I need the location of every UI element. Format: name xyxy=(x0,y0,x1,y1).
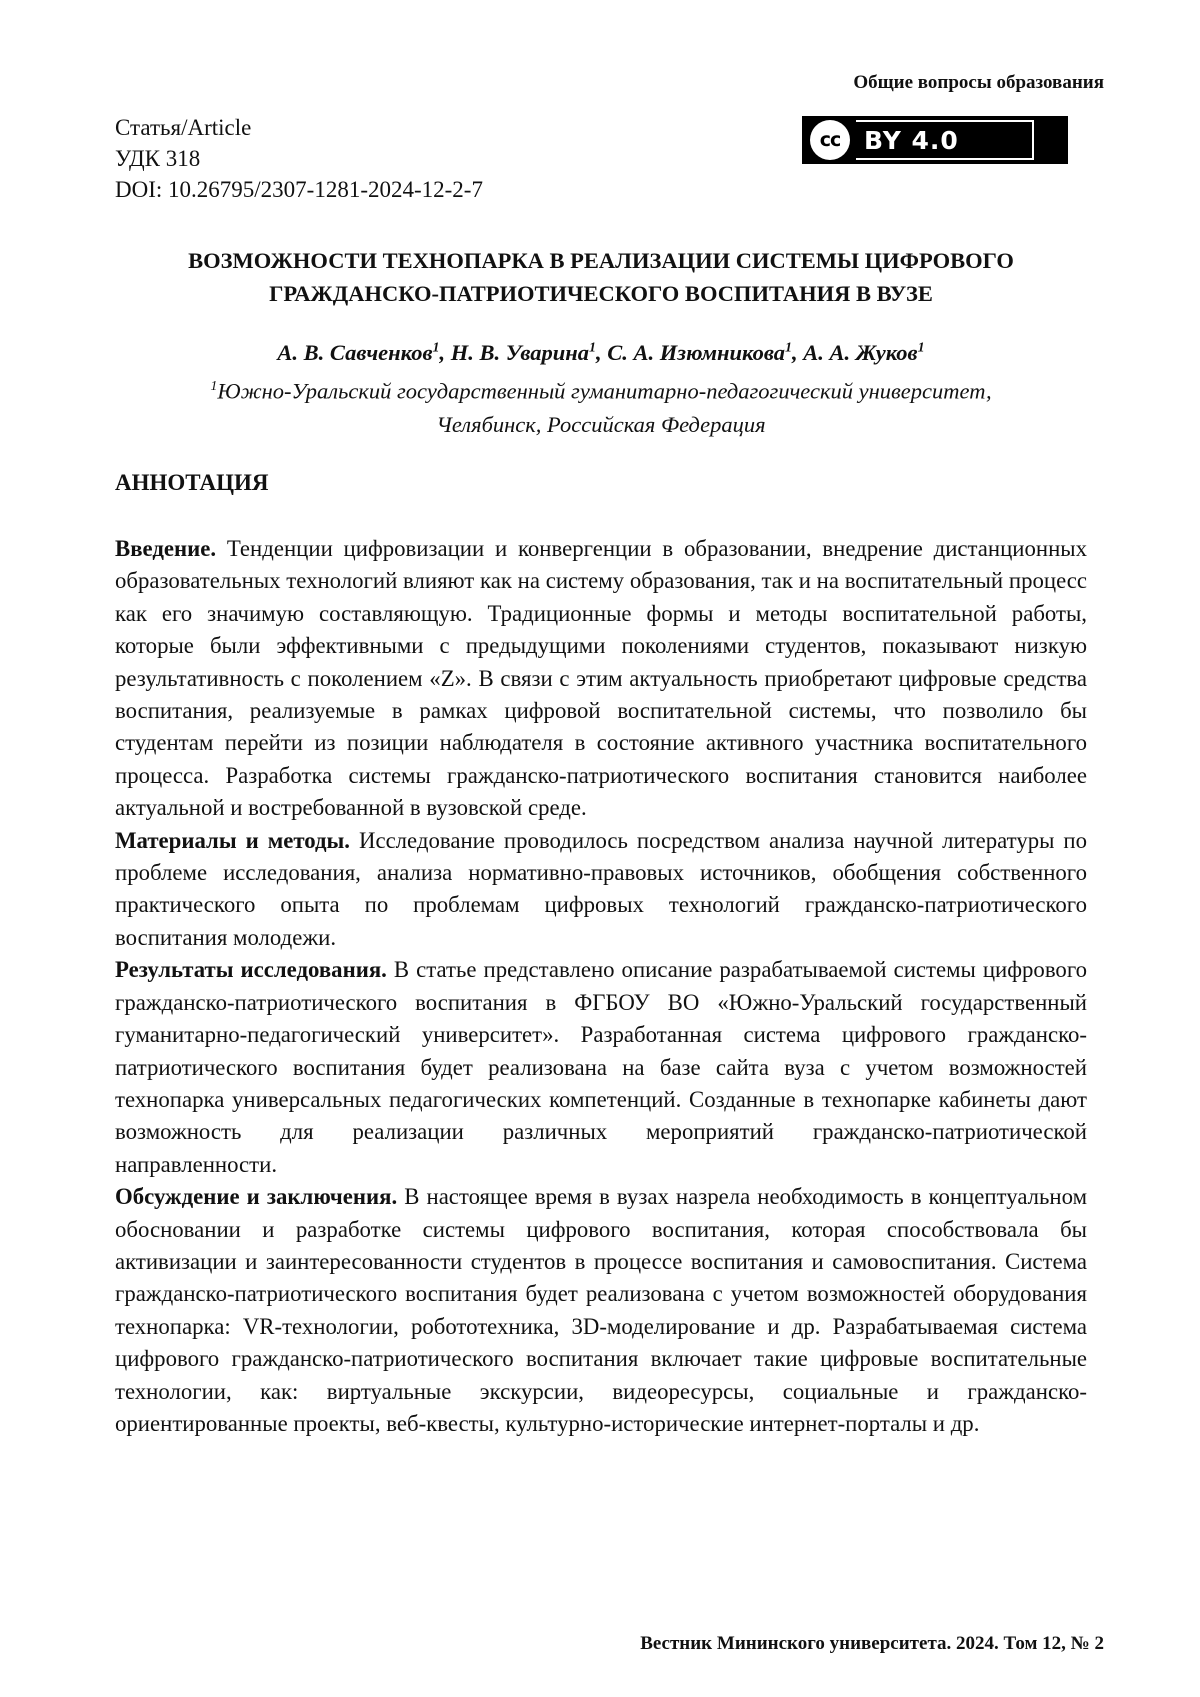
affiliation-text: Южно-Уральский государственный гуманитарно-педагогический университет, xyxy=(217,378,992,404)
abstract-section-results xyxy=(115,954,1087,1181)
section-label: Материалы и методы. xyxy=(115,827,351,853)
affiliation xyxy=(115,370,1087,441)
cc-mark: cc xyxy=(819,129,841,151)
title-line: ВОЗМОЖНОСТИ ТЕХНОПАРКА В РЕАЛИЗАЦИИ СИСТЕМЫ ЦИФРОВОГО xyxy=(188,248,1014,273)
section-text: Исследование проводилось посредством анализа научной литературы по проблеме исследования, анализа нормативно-правовых источников, обобщения собственного практического опыта по проблемам цифровых технологий гражданско-патриотического воспитания молодежи. xyxy=(115,827,1088,950)
article-title xyxy=(115,244,1087,310)
section-text: Тенденции цифровизации и конвергенции в образовании, внедрение дистанционных образовательных технологий влияют как на систему образования, так и на воспитательный процесс как его значимую составляющую. Традиционные формы и методы воспитательной работы, которые были эффективными с предыдущими поколениями студентов, показывают низкую результативность с поколением «Z». В связи с этим актуальность приобретают цифровые средства воспитания, реализуемые в рамках цифровой воспитательной системы, что позволило бы студентам перейти из позиции наблюдателя в состояние активного участника воспитательного процесса. Разработка системы гражданско-патриотического воспитания становится наиболее актуальной и востребованной в вузовской среде. xyxy=(115,536,1087,821)
title-line: ГРАЖДАНСКО-ПАТРИОТИЧЕСКОГО ВОСПИТАНИЯ В ВУЗЕ xyxy=(269,281,933,306)
article-meta xyxy=(115,112,483,205)
abstract-section-introduction xyxy=(115,533,1087,825)
cc-license-badge[interactable] xyxy=(802,116,1068,164)
udk-code: УДК 318 xyxy=(115,146,201,171)
author-name: А. А. Жуков xyxy=(803,340,918,365)
section-label: Обсуждение и заключения. xyxy=(115,1184,398,1210)
abstract-section-methods xyxy=(115,825,1087,955)
section-text: В статье представлено описание разрабатываемой системы цифрового гражданско-патриотического воспитания в ФГБОУ ВО «Южно-Уральский государственный гуманитарно-педагогический университет». Разработанная система цифрового гражданско-патриотического воспитания будет реализована на базе сайта вуза с учетом возможностей технопарка универсальных педагогических компетенций. Созданные в технопарке кабинеты дают возможность для реализации различных мероприятий гражданско-патриотической направленности. xyxy=(115,957,1088,1177)
annotation-heading: АННОТАЦИЯ xyxy=(115,470,269,495)
author-affiliation-mark: 1 xyxy=(432,340,440,356)
author-affiliation-mark: 1 xyxy=(917,340,925,356)
abstract-section-discussion xyxy=(115,1181,1087,1440)
affiliation-mark: 1 xyxy=(210,379,218,394)
author-affiliation-mark: 1 xyxy=(785,340,793,356)
author-name: Н. В. Уварина xyxy=(450,340,590,365)
author-name: С. А. Изюмникова xyxy=(607,340,786,365)
affiliation-line xyxy=(115,370,1087,408)
doi[interactable]: DOI: 10.26795/2307-1281-2024-12-2-7 xyxy=(115,177,483,202)
author-name: А. В. Савченков xyxy=(277,340,433,365)
section-label: Результаты исследования. xyxy=(115,957,387,983)
section-label: Введение. xyxy=(115,536,217,561)
journal-footer: Вестник Мининского университета. 2024. Том 12, № 2 xyxy=(640,1633,1104,1654)
author-affiliation-mark: 1 xyxy=(589,340,597,356)
section-text: В настоящее время в вузах назрела необходимость в концептуальном обосновании и разработке системы цифрового воспитания, которая способствовала бы активизации и заинтересованности студентов в процессе воспитания и самовоспитания. Система гражданско-патриотического воспитания будет реализована с учетом возможностей оборудования технопарка: VR-технологии, робототехника, 3D-моделирование и др. Разрабатываемая система цифрового гражданско-патриотического воспитания включает такие цифровые воспитательные технологии, как: виртуальные экскурсии, видеоресурсы, социальные и гражданско-ориентированные проекты, веб-квесты, культурно-исторические интернет-порталы и др. xyxy=(115,1184,1088,1436)
abstract-body xyxy=(115,533,1087,1440)
cc-license-label: BY 4.0 xyxy=(856,120,1034,160)
journal-rubric: Общие вопросы образования xyxy=(853,72,1104,93)
creative-commons-icon xyxy=(810,120,850,160)
author-list: А. В. Савченков$^1$, Н. В. Уварина$^1$, С. А. Изюмникова$^1$, А. А. Жуков$^1$ xyxy=(277,340,925,365)
article-type: Статья/Article xyxy=(115,115,252,140)
affiliation-location: Челябинск, Российская Федерация xyxy=(436,411,766,437)
